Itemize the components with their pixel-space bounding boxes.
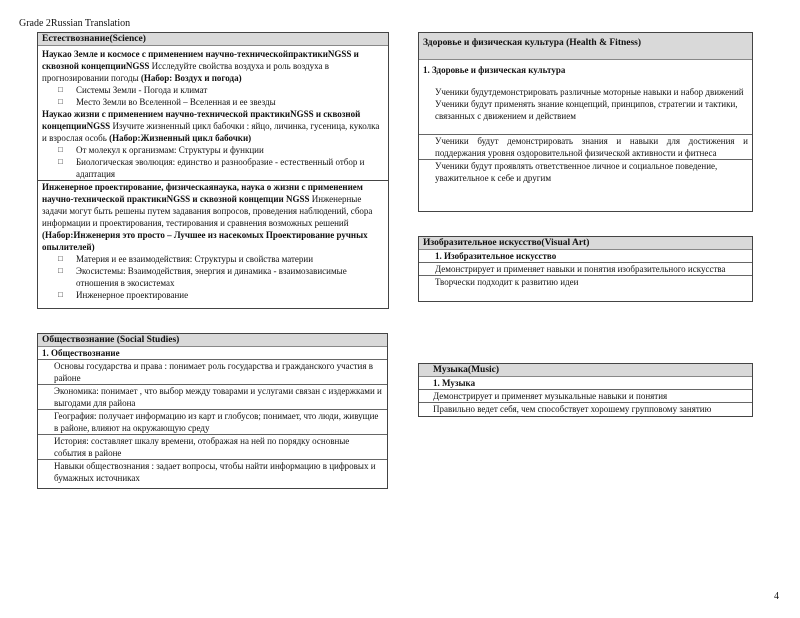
science-s1-list [38,84,388,108]
health-box [418,32,753,212]
health-title: Здоровье и физическая культура (Health & Fitness) [419,33,752,60]
list-item: □ Место Земли во Вселенной – Вселенная и ее звезды [58,96,388,108]
science-title: Естествознание(Science) [38,33,388,46]
science-s2-list [38,144,388,180]
table-row: Навыки обществознания : задает вопросы, чтобы найти информацию в цифровых и бумажных источниках [38,459,387,484]
music-title: Музыка(Music) [419,364,752,377]
table-row: Ученики будут применять знание концепций, принципов, стратегии и тактики, связанных с движением и действием [435,99,738,121]
list-item: □ Экосистемы: Взаимодействия, энергия и динамика - взаимозависимые отношения в экосистемах [58,265,388,289]
list-item: □ Инженерное проектирование [58,289,388,301]
table-row: Экономика: понимает , что выбор между товарами и услугами связан с издержками и выгодами для района [38,384,387,409]
science-s3-list [38,253,388,301]
science-s3-text: Инженерные задачи могут быть решены путем задавания вопросов, проведения наблюдений, сбора информации и проектирования, тестирования и сравнения возможных решений [42,194,373,228]
health-subtitle: 1. Здоровье и физическая культура [423,65,566,75]
table-row: Основы государства и права : понимает роль государства и гражданского участия в районе [38,359,387,384]
list-item: □ Системы Земли - Погода и климат [58,84,388,96]
science-s3-heading: Инженерное проектирование, физическаянаука, наука о жизни с применением научно-технической практикиNGSS и сквозной концепции NGSS [42,182,363,204]
science-box [37,32,389,309]
science-s3-kit: (Набор:Инженерия это просто – Лучшее из насекомых Проектирование ручных опылителей) [42,230,368,252]
table-row: Правильно ведет себя, чем способствует хорошему групповому занятию [419,402,752,415]
table-row: Демонстрирует и применяет навыки и понятия изобразительного искусства [419,262,752,275]
science-s2-text: Изучите жизненный цикл бабочки : яйцо, личинка, гусеница, куколка и взрослая особь [42,121,380,143]
science-s2-heading: Наукао жизни с применением научно-технической практикиNGSS и сквозной концепцииNGSS [42,109,361,131]
table-row: Ученики будутдемонстрировать различные моторные навыки и набор движений [435,87,744,97]
list-item: □ От молекул к организмам: Структуры и функции [58,144,388,156]
list-item: □ Биологическая эволюция: единство и разнообразие - естественный отбор и адаптация [58,156,388,180]
table-row: Ученики будут демонстрировать знания и навыки для достижения и поддержания уровня оздоровительной физической активности и фитнеса [419,134,752,159]
science-s1-text: Исследуйте свойства воздуха и роль воздуха в прогнозировании погоды [42,61,330,83]
science-s2-kit: (Набор:Жизненный цикл бабочки) [109,133,252,143]
science-section-2 [38,108,388,144]
list-item: □ Материя и ее взаимодействия: Структуры и свойства материи [58,253,388,265]
science-section-3 [38,180,388,253]
social-studies-box [37,333,388,489]
table-row: Творчески подходит к развитию идеи [419,275,752,288]
science-s1-kit: (Набор: Воздух и погода) [140,73,242,83]
social-studies-title: Обществознание (Social Studies) [38,334,387,347]
visual-art-subtitle: 1. Изобразительное искусство [435,251,557,261]
table-row: География: получает информацию из карт и глобусов; понимает, что люди, живущие в районе, влияют на окружающую среду [38,409,387,434]
table-row: Демонстрирует и применяет музыкальные навыки и понятия [419,389,752,402]
table-row: История: составляет шкалу времени, отображая на ней по порядку основные события в районе [38,434,387,459]
visual-art-title: Изобразительное искусство(Visual Art) [419,237,752,250]
page-number: 4 [774,591,779,602]
page-header: Grade 2Russian Translation [19,18,131,29]
science-s1-heading: Наукао Земле и космосе с применением научно-техническойпрактикиNGSS и сквозной концепцииNGSS [42,49,359,71]
visual-art-box [418,236,753,302]
table-row: Ученики будут проявлять ответственное личное и социальное поведение, уважительное к себе и другим [419,159,752,184]
music-subtitle: 1. Музыка [433,378,476,388]
music-box [418,363,753,417]
science-section-1 [38,46,388,84]
social-studies-subtitle: 1. Обществознание [42,348,120,358]
